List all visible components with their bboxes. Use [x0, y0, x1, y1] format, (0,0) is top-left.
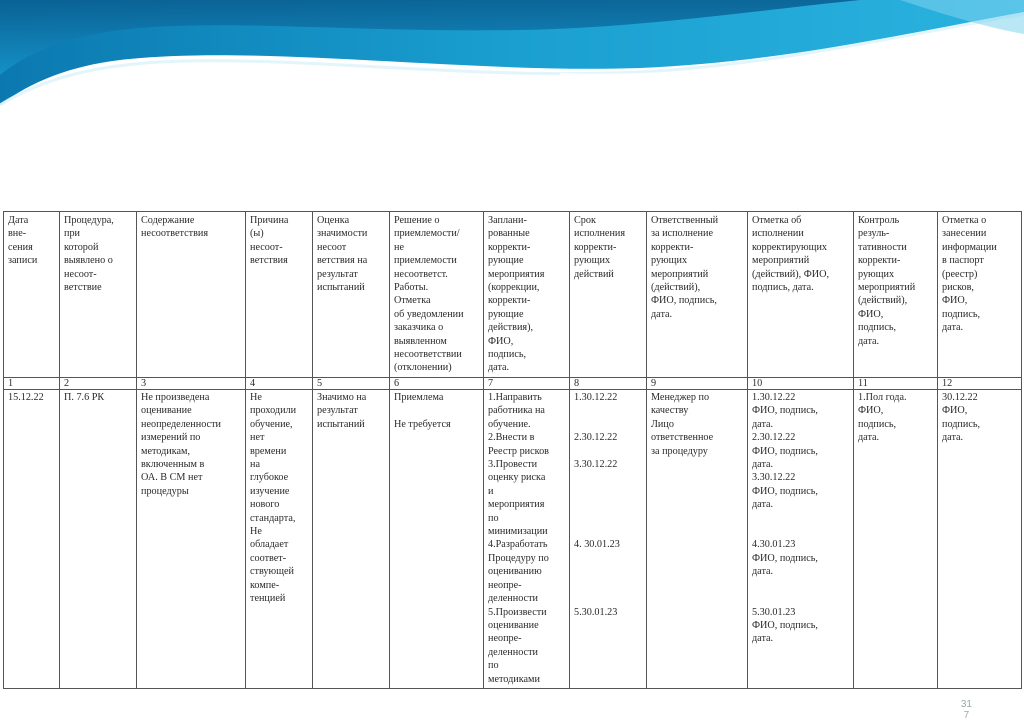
header-cell: Ответственный за исполнение корректи- рующих мероприятий (действий), ФИО, подпись, дата. — [647, 212, 748, 378]
header-wave-decoration — [0, 0, 1024, 110]
column-number: 8 — [570, 378, 647, 390]
header-cell: Заплани- рованные корректи- рующие мероприятия (коррекции, корректи- рующие действия), ФИО, подпись, дата. — [484, 212, 570, 378]
header-cell: Решение о приемлемости/ не приемлемости несоответст. Работы. Отметка об уведомлении заказчика о выявленном несоответствии (отклонении) — [390, 212, 484, 378]
header-cell: Отметка о занесении информации в паспорт (реестр) рисков, ФИО, подпись, дата. — [938, 212, 1022, 378]
table-cell: Менеджер по качеству Лицо ответственное за процедуру — [647, 390, 748, 689]
table-cell: 15.12.22 — [4, 390, 60, 689]
table-cell: 30.12.22 ФИО, подпись, дата. — [938, 390, 1022, 689]
column-number-row — [4, 378, 1022, 390]
table-cell: Приемлема Не требуется — [390, 390, 484, 689]
header-cell: Дата вне- сения записи — [4, 212, 60, 378]
table-row — [4, 390, 1022, 689]
header-cell: Процедура, при которой выявлено о несоот- ветствие — [60, 212, 137, 378]
header-cell: Причина (ы) несоот- ветствия — [246, 212, 313, 378]
table-cell: Не проходили обучение, нет времени на глубокое изучение нового стандарта, Не обладает соответ- ствующей компе- тенцией — [246, 390, 313, 689]
column-number: 4 — [246, 378, 313, 390]
table-cell: 1.30.12.22 ФИО, подпись, дата. 2.30.12.22 ФИО, подпись, дата. 3.30.12.22 ФИО, подпись, дата. 4.30.01.23 ФИО, подпись, дата. 5.30.01.23 ФИО, подпись, дата. — [748, 390, 854, 689]
header-cell: Оценка значимости несоот ветствия на результат испытаний — [313, 212, 390, 378]
column-number: 2 — [60, 378, 137, 390]
nonconformity-register-table — [3, 211, 1022, 689]
table-cell: 1.Направить работника на обучение. 2.Внести в Реестр рисков 3.Провести оценку риска и мероприятия по минимизации 4.Разработать Процедуру по оцениванию неопре- деленности 5.Произвести оценивание неопре- деленности по методиками — [484, 390, 570, 689]
column-number: 9 — [647, 378, 748, 390]
column-number: 10 — [748, 378, 854, 390]
column-number: 11 — [854, 378, 938, 390]
column-number: 1 — [4, 378, 60, 390]
table-cell: Значимо на результат испытаний — [313, 390, 390, 689]
header-cell: Содержание несоответствия — [137, 212, 246, 378]
table-cell: 1.30.12.22 2.30.12.22 3.30.12.22 4. 30.01.23 5.30.01.23 — [570, 390, 647, 689]
header-cell: Контроль резуль- тативности корректи- рующих мероприятий (действий), ФИО, подпись, дата. — [854, 212, 938, 378]
table-header-row — [4, 212, 1022, 378]
column-number: 3 — [137, 378, 246, 390]
table-cell: Не произведена оценивание неопределенности измерений по методикам, включенным в ОА. В СМ нет процедуры — [137, 390, 246, 689]
column-number: 6 — [390, 378, 484, 390]
header-cell: Срок исполнения корректи- рующих действий — [570, 212, 647, 378]
column-number: 12 — [938, 378, 1022, 390]
table-cell: 1.Пол года. ФИО, подпись, дата. — [854, 390, 938, 689]
header-cell: Отметка об исполнении корректирующих мероприятий (действий), ФИО, подпись, дата. — [748, 212, 854, 378]
page-number: 31 7 — [960, 699, 972, 721]
table-cell: П. 7.6 РК — [60, 390, 137, 689]
column-number: 7 — [484, 378, 570, 390]
column-number: 5 — [313, 378, 390, 390]
